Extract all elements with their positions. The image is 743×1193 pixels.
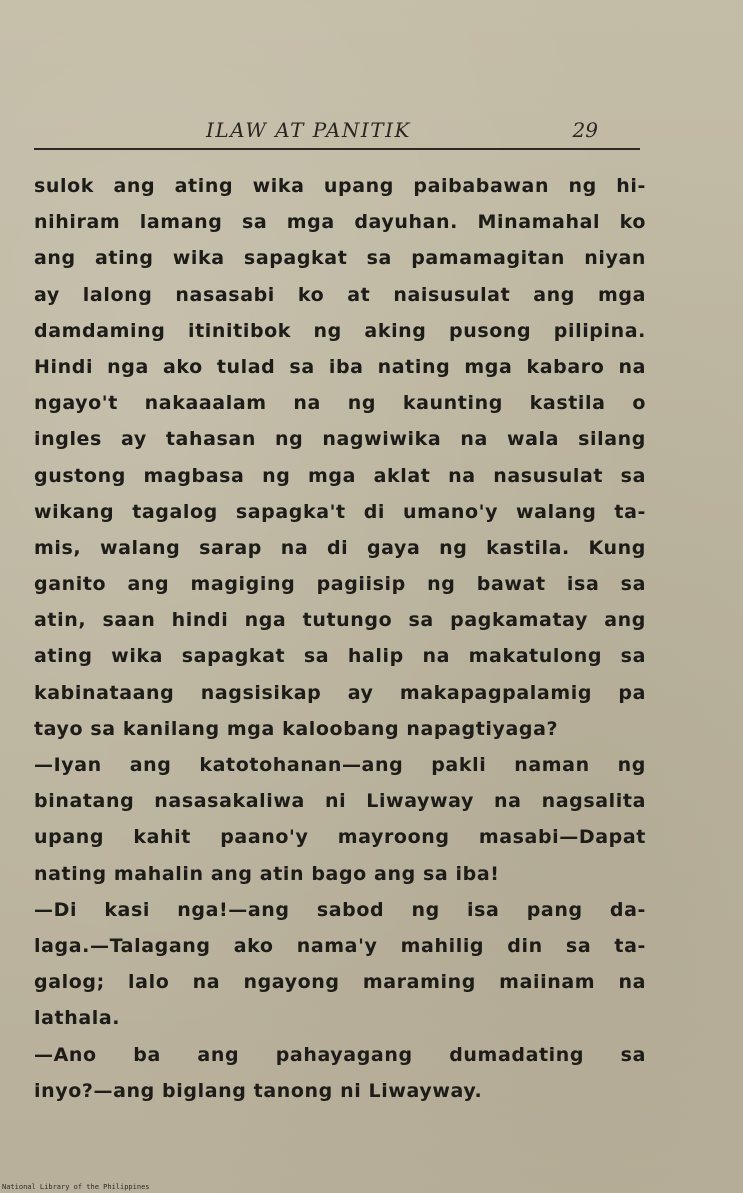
header-rule bbox=[34, 148, 640, 150]
text-line: atin, saan hindi nga tutungo sa pagkamatay ang bbox=[34, 609, 646, 632]
text-line: damdaming itinitibok ng aking pusong pilipina. bbox=[34, 319, 646, 342]
text-line: ngayo't nakaaalam na ng kaunting kastila o bbox=[34, 392, 646, 415]
text-line: ingles ay tahasan ng nagwiwika na wala silang bbox=[34, 428, 646, 451]
text-line: ay lalong nasasabi ko at naisusulat ang mga bbox=[34, 283, 646, 306]
text-line: inyo?—ang biglang tanong ni Liwayway. bbox=[34, 1079, 483, 1102]
footer-credit: National Library of the Philippines bbox=[2, 1183, 150, 1191]
text-line: upang kahit paano'y mayroong masabi—Dapat bbox=[34, 826, 646, 849]
text-line: kabinataang nagsisikap ay makapagpalamig pa bbox=[34, 681, 646, 704]
text-line: laga.—Talagang ako nama'y mahilig din sa ta- bbox=[34, 934, 646, 957]
text-line: tayo sa kanilang mga kaloobang napagtiyaga? bbox=[34, 717, 559, 740]
text-line: Hindi nga ako tulad sa iba nating mga kabaro na bbox=[34, 355, 646, 378]
text-line: sulok ang ating wika upang paibabawan ng hi- bbox=[34, 175, 646, 197]
text-line: ganito ang magiging pagiisip ng bawat isa sa bbox=[34, 573, 646, 596]
text-line: nihiram lamang sa mga dayuhan. Minamahal ko bbox=[34, 211, 646, 234]
text-line: —Ano ba ang pahayagang dumadating sa bbox=[34, 1043, 646, 1066]
running-title: ILAW AT PANITIK bbox=[206, 118, 411, 142]
text-line: mis, walang sarap na di gaya ng kastila. Kung bbox=[34, 536, 646, 559]
body-text bbox=[34, 168, 646, 1109]
text-line: —Di kasi nga!—ang sabod ng isa pang da- bbox=[34, 898, 646, 921]
page-number: 29 bbox=[572, 118, 598, 142]
text-line: nating mahalin ang atin bago ang sa iba! bbox=[34, 862, 500, 885]
text-line: lathala. bbox=[34, 1007, 121, 1030]
text-line: binatang nasasakaliwa ni Liwayway na nagsalita bbox=[34, 790, 646, 813]
text-line: ating wika sapagkat sa halip na makatulong sa bbox=[34, 645, 646, 668]
text-line: gustong magbasa ng mga aklat na nasusulat sa bbox=[34, 464, 646, 487]
text-line: ang ating wika sapagkat sa pamamagitan niyan bbox=[34, 247, 646, 270]
page-header bbox=[34, 116, 640, 150]
text-line: —Iyan ang katotohanan—ang pakli naman ng bbox=[34, 754, 646, 776]
text-line: wikang tagalog sapagka't di umano'y walang ta- bbox=[34, 500, 646, 523]
text-line: galog; lalo na ngayong maraming maiinam na bbox=[34, 971, 646, 994]
